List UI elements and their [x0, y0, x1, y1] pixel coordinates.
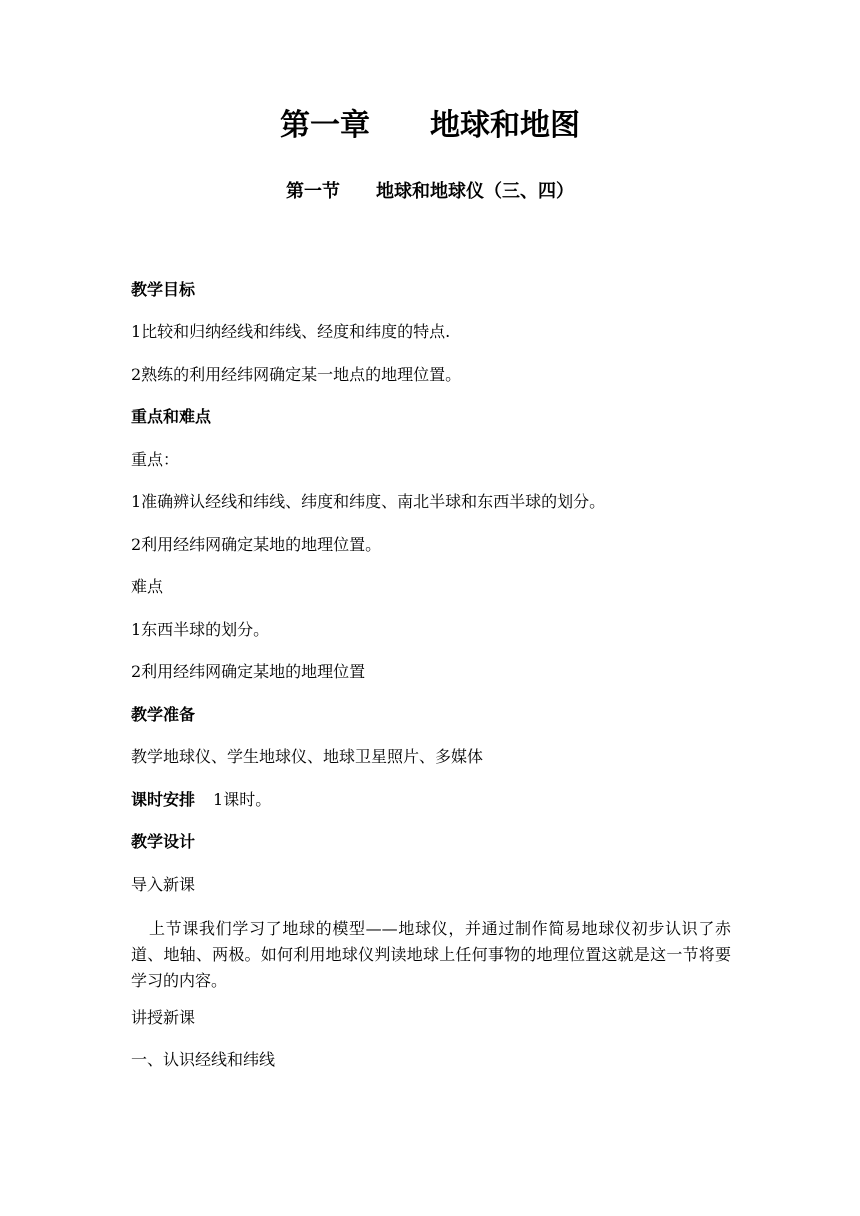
keypoints-label: 重点：	[131, 450, 180, 469]
schedule-line	[131, 787, 271, 813]
keypoint-item-2: 2利用经纬网确定某地的地理位置。	[131, 535, 382, 554]
objectives-heading: 教学目标	[131, 280, 196, 299]
intro-label: 导入新课	[131, 875, 196, 894]
intro-paragraph: 上节课我们学习了地球的模型——地球仪，并通过制作简易地球仪初步认识了赤道、地轴、两极。如何利用地球仪判读地球上任何事物的地理位置这就是这一节将要学习的内容。	[131, 919, 731, 990]
keypoints-heading: 重点和难点	[131, 407, 212, 426]
section-one-heading: 一、认识经线和纬线	[131, 1050, 276, 1069]
schedule-label: 课时安排	[131, 790, 196, 809]
chapter-title: 第一章 地球和地图	[280, 108, 580, 143]
preparation-heading: 教学准备	[131, 705, 196, 724]
difficulty-item-2: 2利用经纬网确定某地的地理位置	[131, 662, 366, 681]
preparation-text: 教学地球仪、学生地球仪、地球卫星照片、多媒体	[131, 747, 484, 766]
difficulty-item-1: 1东西半球的划分。	[131, 620, 270, 639]
lecture-label: 讲授新课	[131, 1008, 196, 1027]
section-subtitle: 第一节 地球和地球仪（三、四）	[286, 181, 574, 202]
objective-item-1: 1比较和归纳经线和纬线、经度和纬度的特点.	[131, 322, 451, 341]
schedule-value: 1课时。	[213, 790, 272, 809]
design-heading: 教学设计	[131, 832, 196, 851]
objective-item-2: 2熟练的利用经纬网确定某一地点的地理位置。	[131, 365, 462, 384]
difficulties-label: 难点	[131, 577, 164, 596]
keypoint-item-1: 1准确辨认经线和纬线、纬度和纬度、南北半球和东西半球的划分。	[131, 492, 606, 511]
